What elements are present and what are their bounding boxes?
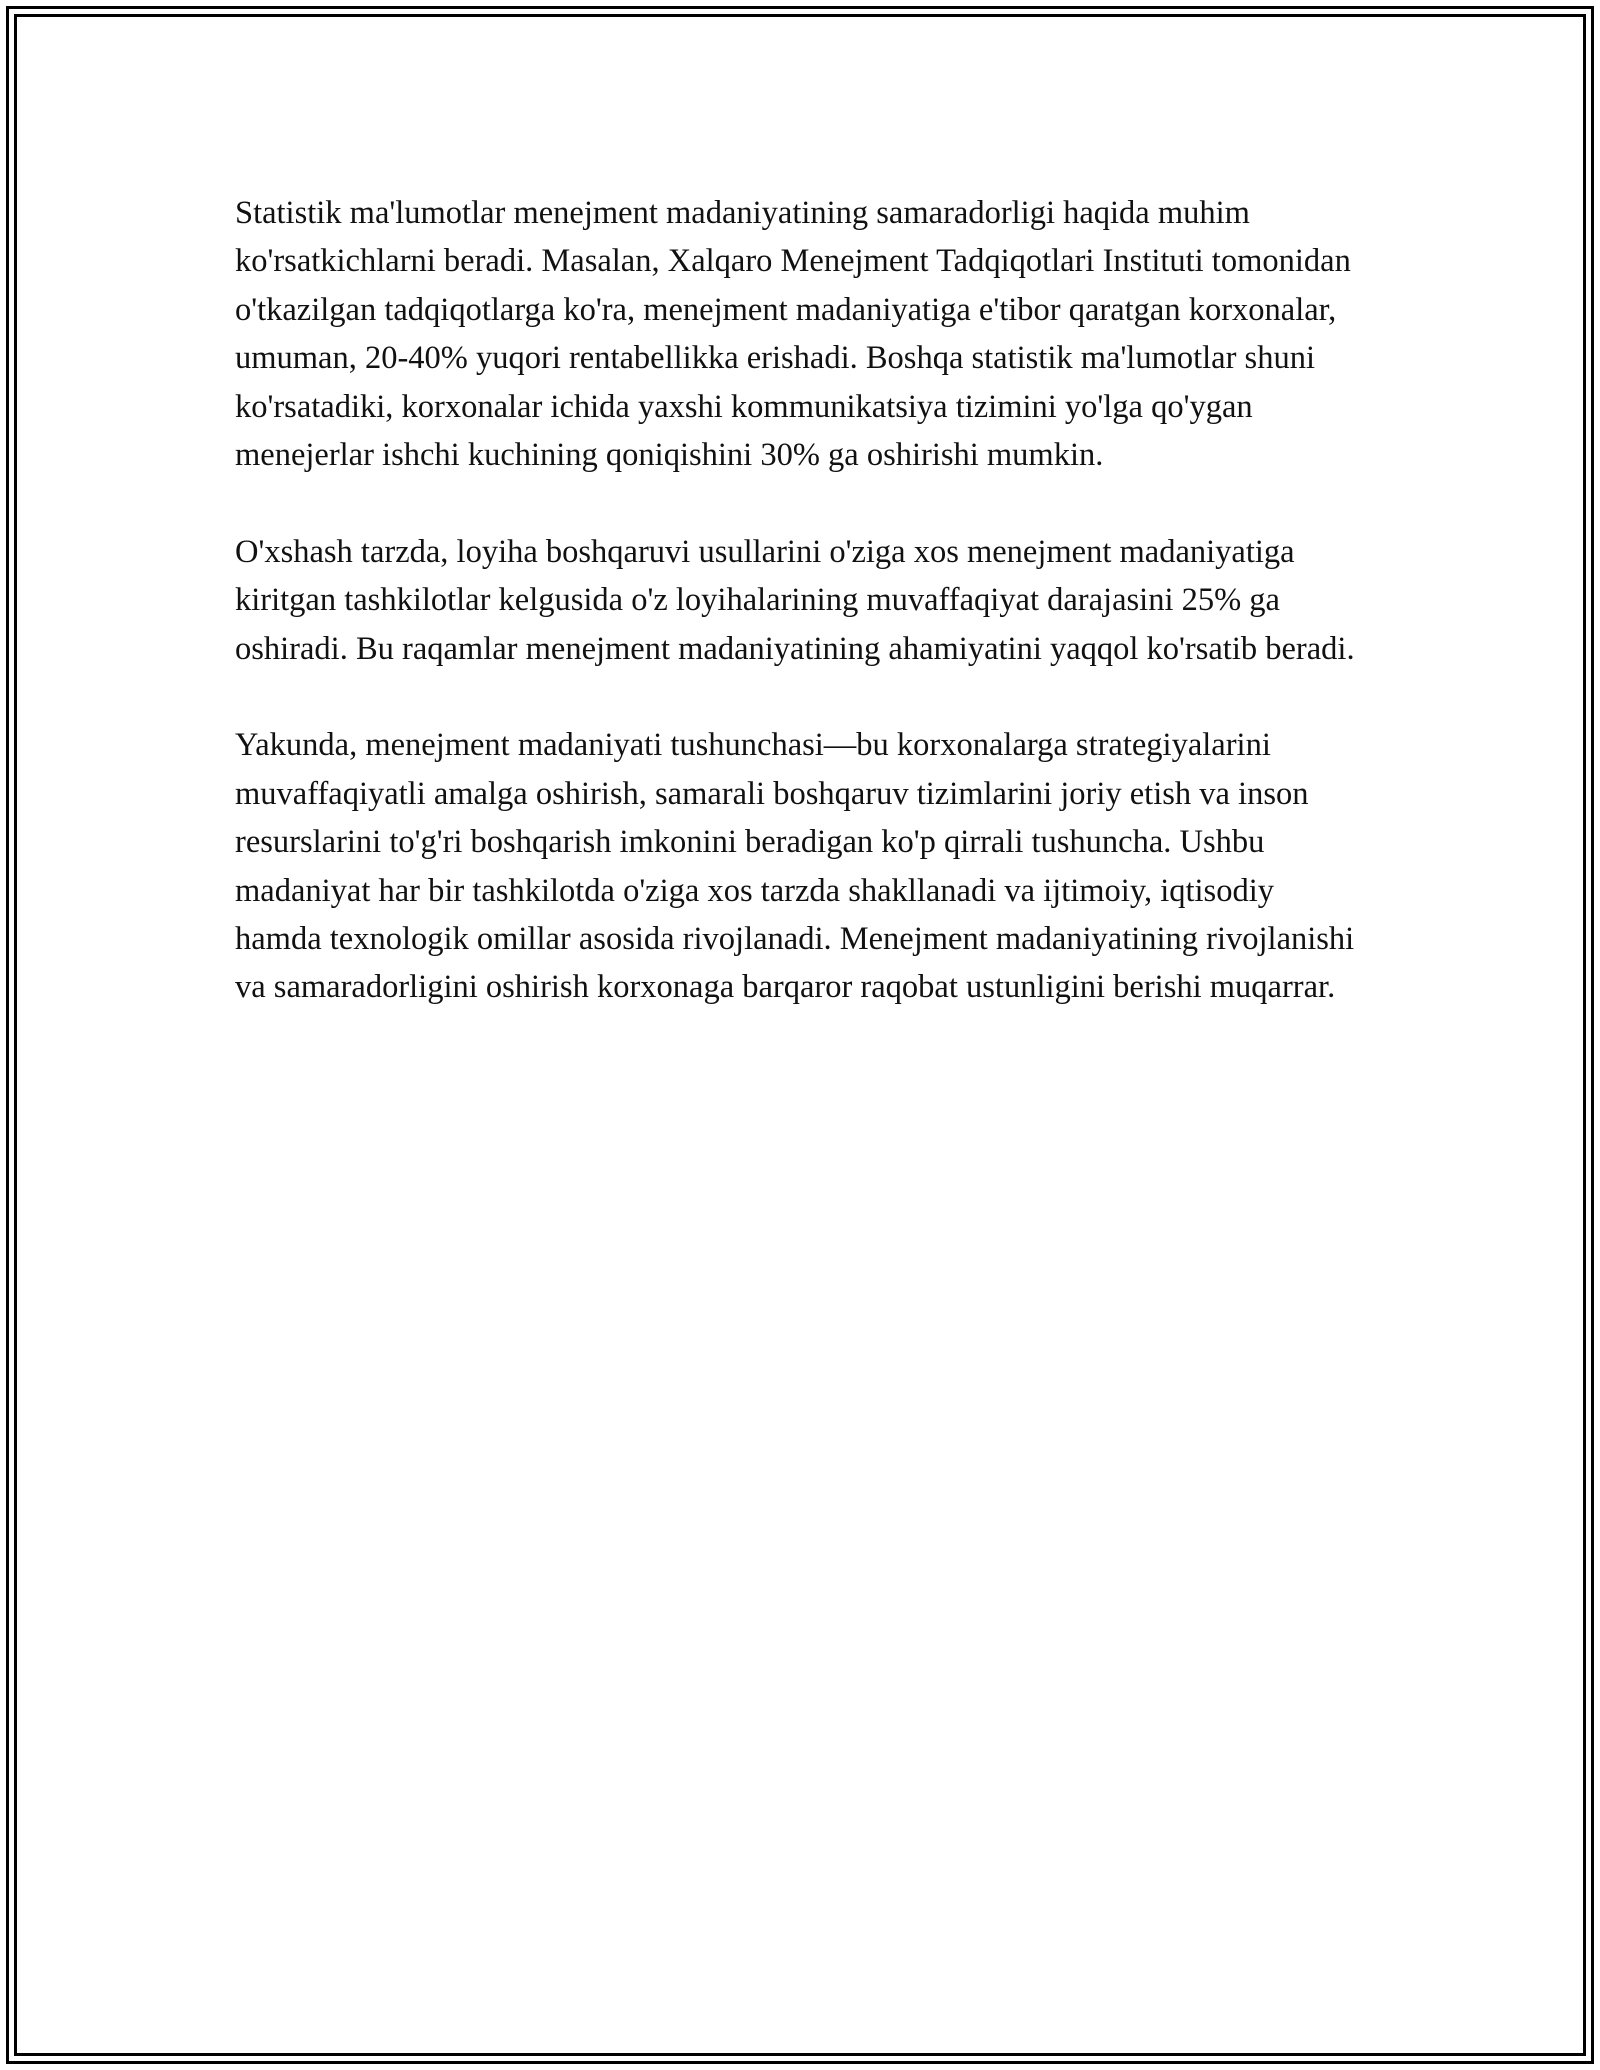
paragraph-conclusion: Yakunda, menejment madaniyati tushunchasi—bu korxonalarga strategiyalarini muvaffaqiyatli amalga oshirish, samarali boshqaruv tizimlarini joriy etish va inson resurslarini to'g'ri boshqarish imkonini beradigan ko'p qirrali tushuncha. Ushbu madaniyat har bir tashkilotda o'ziga xos tarzda shakllanadi va ijtimoiy, iqtisodiy hamda texnologik omillar asosida rivojlanadi. Menejment madaniyatining rivojlanishi va samaradorligini oshirish korxonaga barqaror raqobat ustunligini berishi muqarrar. [235, 727, 1355, 1006]
paragraph-statistics: Statistik ma'lumotlar menejment madaniyatining samaradorligi haqida muhim ko'rsatkichlarni beradi. Masalan, Xalqaro Menejment Tadqiqotlari Instituti tomonidan o'tkazilgan tadqiqotlarga ko'ra, menejment madaniyatiga e'tibor qaratgan korxonalar, umuman, 20-40% yuqori rentabellikka erishadi. Boshqa statistik ma'lumotlar shuni ko'rsatadiki, korxonalar ichida yaxshi kommunikatsiya tizimini yo'lga qo'ygan menejerlar ishchi kuchining qoniqishini 30% ga oshirishi mumkin. [235, 195, 1351, 474]
paragraph-project-management: O'xshash tarzda, loyiha boshqaruvi usullarini o'ziga xos menejment madaniyatiga kiritgan tashkilotlar kelgusida o'z loyihalarining muvaffaqiyat darajasini 25% ga oshiradi. Bu raqamlar menejment madaniyatining ahamiyatini yaqqol ko'rsatib beradi. [235, 533, 1355, 667]
document-body [235, 189, 1365, 1060]
